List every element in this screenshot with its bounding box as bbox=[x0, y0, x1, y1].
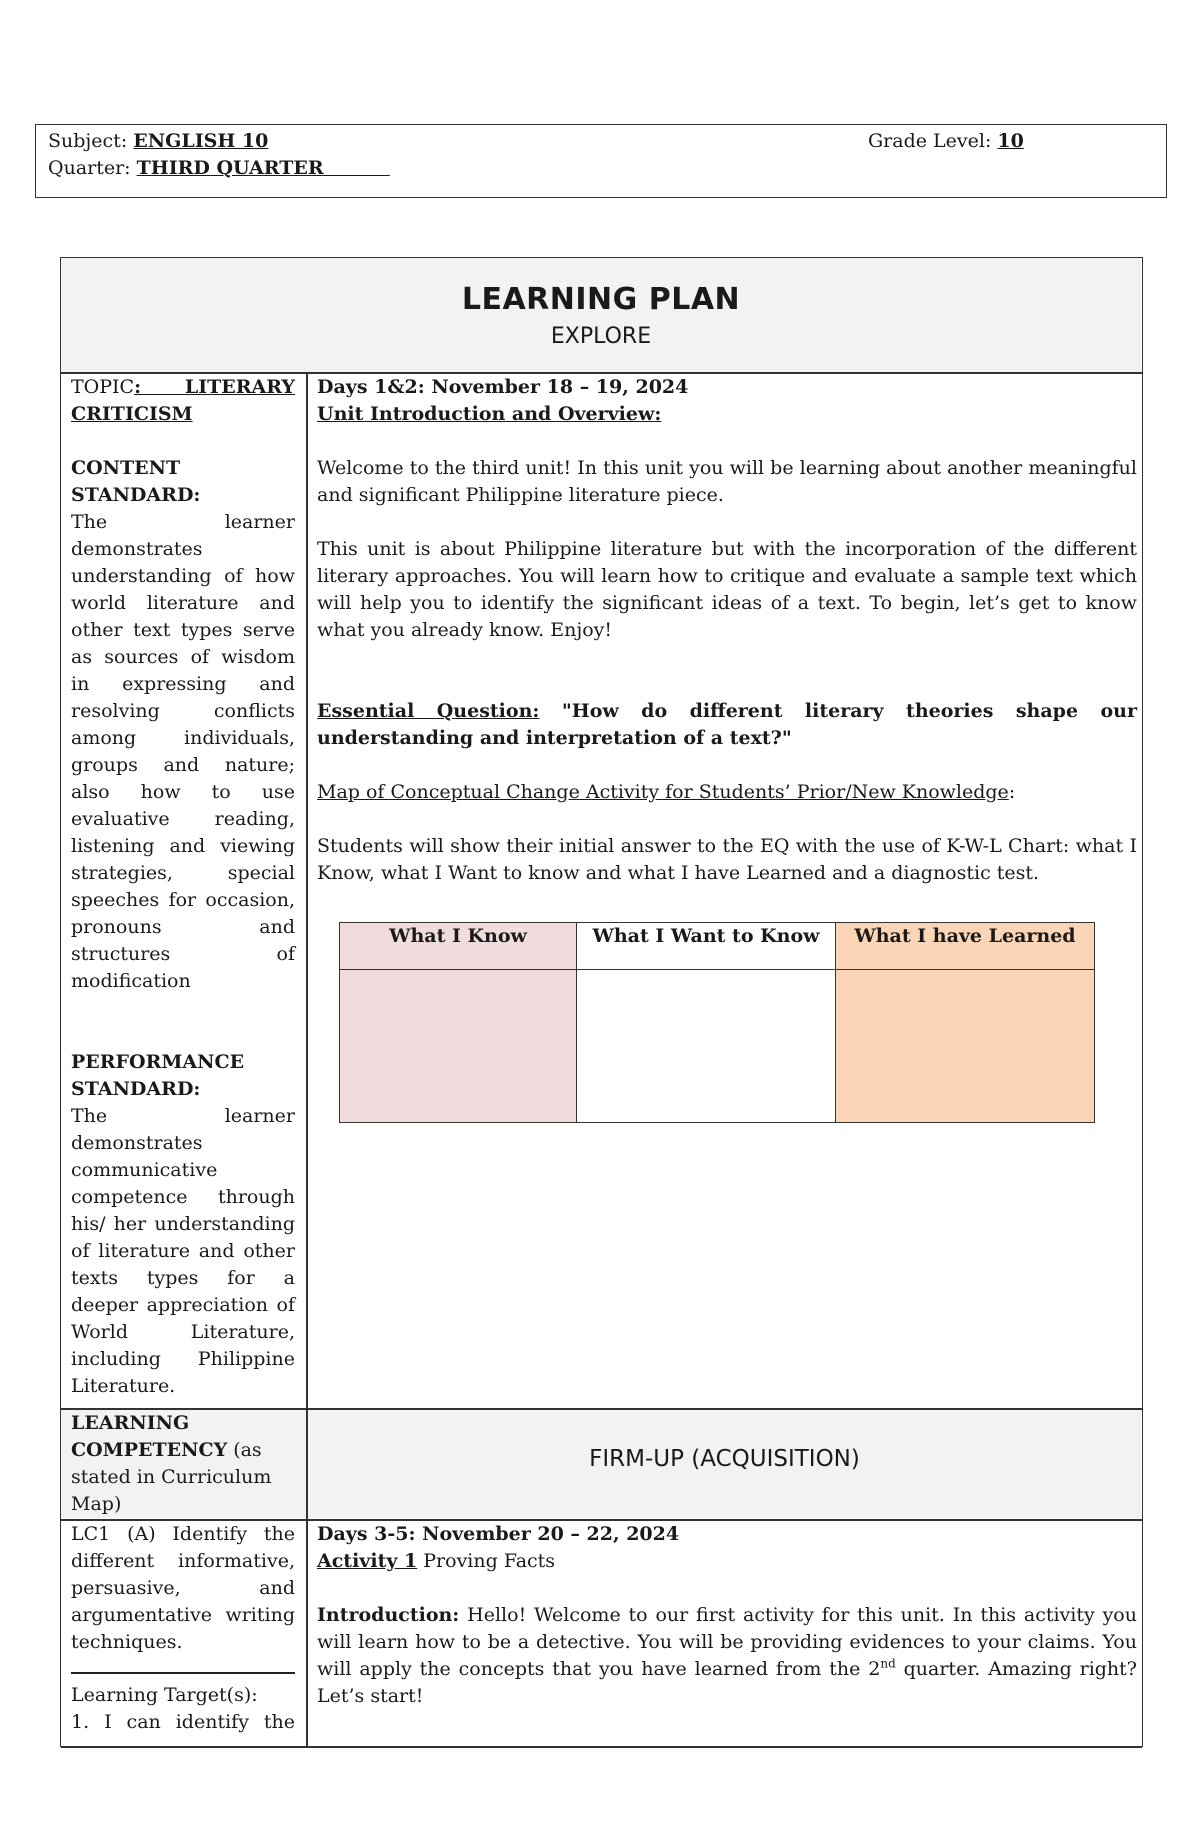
subject-value: ENGLISH 10 bbox=[133, 130, 269, 152]
lc-label-cell bbox=[71, 1410, 295, 1518]
firmup-title: FIRM-UP (ACQUISITION) bbox=[589, 1446, 860, 1472]
standards-cell bbox=[71, 374, 295, 1397]
plan-subtitle: EXPLORE bbox=[550, 324, 652, 349]
subject-label: Subject: bbox=[48, 130, 134, 152]
days-1-2: Days 1&2: November 18 – 19, 2024 bbox=[317, 376, 689, 398]
divider-bottom bbox=[61, 1746, 1142, 1748]
explore-cell bbox=[317, 374, 1137, 1374]
intro-sup: nd bbox=[880, 1656, 896, 1671]
grade-value: 10 bbox=[997, 130, 1024, 152]
eq-label: Essential Question: bbox=[317, 700, 540, 722]
quarter-label: Quarter: bbox=[48, 157, 137, 179]
unit-intro-heading: Unit Introduction and Overview: bbox=[317, 403, 662, 425]
content-standard-label: CONTENT STANDARD: bbox=[71, 457, 201, 506]
eq-text: "How do different literary theories shape our understanding and interpretation of a text?" bbox=[317, 700, 1138, 749]
unit-about-text: This unit is about Philippine literature but with the incorporation of the different literary approaches. You will learn how to critique and evaluate a sample text which will help you to identify the significant ideas of a text. To begin, let’s get to know what you already know. Enjoy! bbox=[317, 538, 1137, 641]
kwl-header-want: What I Want to Know bbox=[577, 923, 836, 970]
lc1-text: LC1 (A) Identify the different informative, persuasive, and argumentative writing techniques. bbox=[71, 1523, 295, 1653]
column-divider bbox=[306, 372, 308, 1748]
quarter-row bbox=[48, 155, 390, 182]
lc-label bbox=[71, 1410, 295, 1518]
lc1-cell bbox=[71, 1521, 295, 1736]
intro-text-b: quarter. Amazing right? Let’s start! bbox=[317, 1658, 1137, 1707]
kwl-header-know: What I Know bbox=[340, 923, 577, 970]
topic-value: : LITERARY CRITICISM bbox=[71, 376, 295, 425]
lc-header-right bbox=[308, 1410, 1141, 1518]
activity-intro bbox=[317, 1602, 1137, 1710]
plan-title: LEARNING PLAN bbox=[461, 282, 741, 317]
performance-standard-label: PERFORMANCE STANDARD: bbox=[71, 1051, 245, 1100]
kwl-body-row bbox=[340, 970, 1095, 1123]
kwl-header-learned: What I have Learned bbox=[836, 923, 1095, 970]
map-colon: : bbox=[1008, 781, 1016, 803]
activity-title: Proving Facts bbox=[417, 1550, 556, 1572]
intro-label: Introduction: bbox=[317, 1604, 460, 1626]
learning-plan-table bbox=[60, 257, 1143, 1747]
grade-row bbox=[868, 128, 1024, 155]
lc-label-rest: (as stated in Curriculum Map) bbox=[71, 1439, 272, 1515]
quarter-value: THIRD QUARTER bbox=[136, 157, 324, 179]
kwl-chart bbox=[339, 922, 1095, 1123]
lc-label-bold: LEARNING COMPETENCY bbox=[71, 1412, 228, 1461]
grade-label: Grade Level: bbox=[868, 130, 998, 152]
performance-standard-text: The learner demonstrates communicative competence through his/ her understanding of literature and other texts types for a deeper appreciation of World Literature, including Philippine Literature. bbox=[71, 1105, 295, 1397]
subject-row bbox=[48, 128, 268, 155]
days-3-5: Days 3-5: November 20 – 22, 2024 bbox=[317, 1523, 680, 1545]
topic bbox=[71, 374, 295, 428]
learning-target-label: Learning Target(s): bbox=[71, 1684, 258, 1706]
header-info-box bbox=[35, 124, 1167, 198]
content-standard-text: The learner demonstrates understanding of how world literature and other text types serve as sources of wisdom in expressing and resolving conflicts among individuals, groups and nature; also how to use evaluative reading, listening and viewing strategies, special speeches for occasion, pronouns and structures of modification bbox=[71, 511, 295, 992]
kwl-header-row bbox=[340, 923, 1095, 970]
kwl-cell-know[interactable] bbox=[340, 970, 577, 1123]
intro-text-a: Hello! Welcome to our first activity for this unit. In this activity you will learn how to be a detective. You will be providing evidences to your claims. You will apply the concepts that you have learned from the 2 bbox=[317, 1604, 1137, 1680]
lc1-separator bbox=[71, 1656, 295, 1674]
activity-cell bbox=[317, 1521, 1137, 1710]
quarter-underline-pad bbox=[324, 157, 390, 179]
learning-target-1: 1. I can identify the bbox=[71, 1711, 295, 1733]
activity-label: Activity 1 bbox=[317, 1550, 418, 1572]
essential-question bbox=[317, 698, 1137, 752]
kwl-cell-want[interactable] bbox=[577, 970, 836, 1123]
students-text: Students will show their initial answer to the EQ with the use of K-W-L Chart: what I Know, what I Want to know and what I have Learned and a diagnostic test. bbox=[317, 835, 1137, 884]
topic-label: TOPIC bbox=[71, 376, 135, 398]
map-heading bbox=[317, 779, 1137, 806]
plan-title-cell bbox=[61, 258, 1141, 372]
map-label: Map of Conceptual Change Activity for Students’ Prior/New Knowledge bbox=[317, 781, 1009, 803]
activity-heading bbox=[317, 1548, 1137, 1575]
kwl-cell-learned[interactable] bbox=[836, 970, 1095, 1123]
welcome-text: Welcome to the third unit! In this unit you will be learning about another meaningful and significant Philippine literature piece. bbox=[317, 457, 1137, 506]
